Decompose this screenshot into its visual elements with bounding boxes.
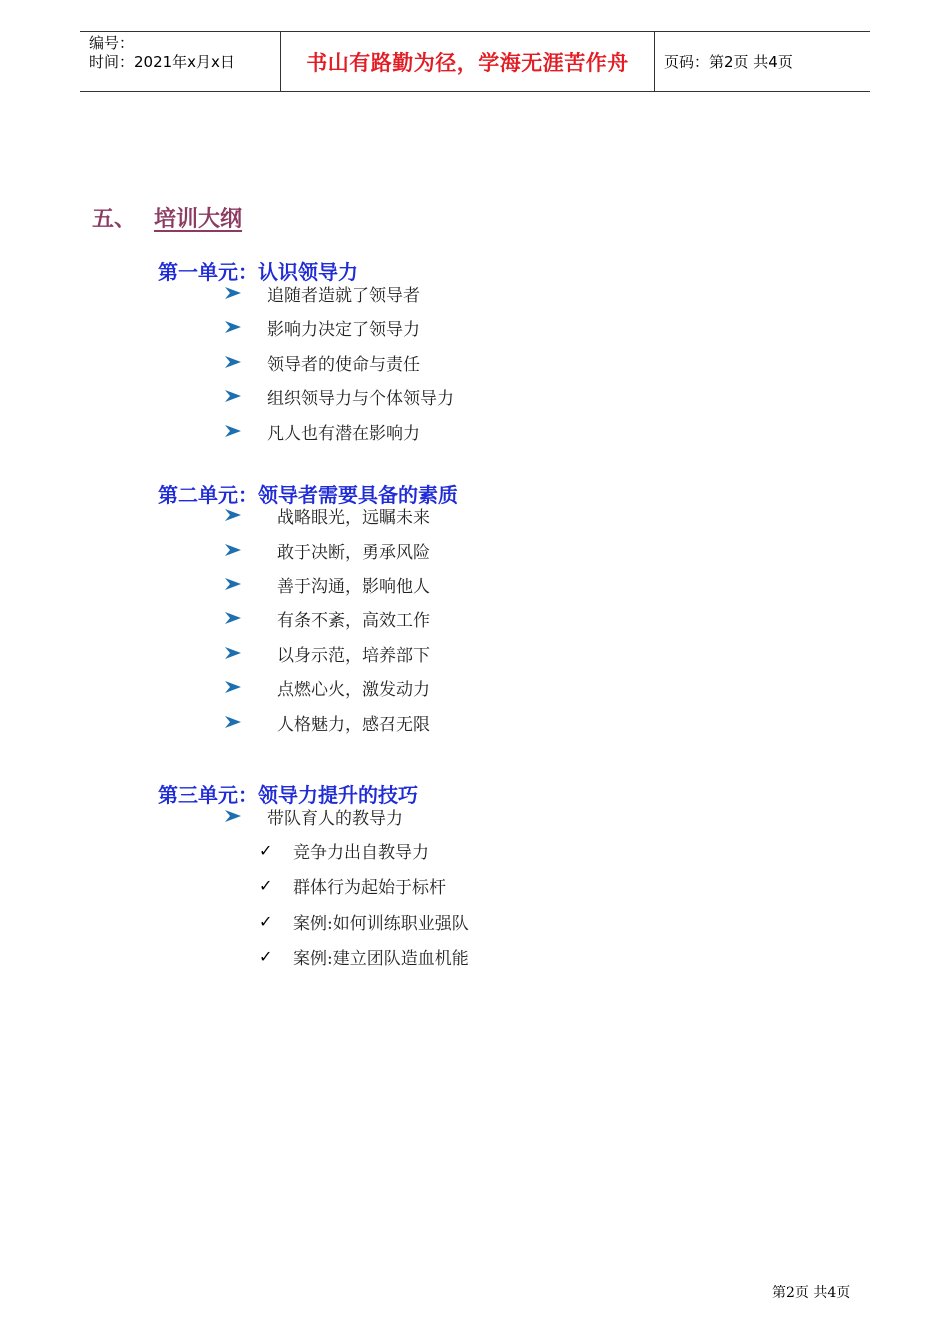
- list-item-label: 点燃心火，激发动力: [277, 679, 430, 700]
- list-item: [224, 572, 430, 596]
- unit-title: 第二单元：领导者需要具备的素质: [158, 483, 458, 507]
- list-item: [224, 315, 420, 339]
- sub-list-item-label: 案例:建立团队造血机能: [293, 948, 469, 969]
- checkmark-icon: ✓: [259, 840, 273, 860]
- sub-list-item-label: 竞争力出自教导力: [293, 842, 429, 863]
- header-number-label: 编号：: [89, 34, 135, 52]
- arrow-bullet-icon: [224, 355, 242, 369]
- arrow-bullet-icon: [224, 320, 242, 334]
- arrow-bullet-icon: [224, 715, 242, 729]
- list-item-label: 敢于决断，勇承风险: [277, 542, 430, 563]
- arrow-bullet-icon: [224, 809, 242, 823]
- list-item-label: 领导者的使命与责任: [267, 354, 420, 375]
- checkmark-icon: ✓: [259, 911, 273, 931]
- sub-list-item-label: 案例:如何训练职业强队: [293, 913, 469, 934]
- arrow-bullet-icon: [224, 543, 242, 557]
- list-item: [224, 538, 430, 562]
- list-item: [224, 675, 430, 699]
- checkmark-icon: ✓: [259, 875, 273, 895]
- list-item: [224, 606, 430, 630]
- list-item-label: 组织领导力与个体领导力: [267, 388, 454, 409]
- list-item-label: 以身示范，培养部下: [277, 645, 430, 666]
- header-page-label: 页码：第2页 共4页: [664, 53, 793, 71]
- sub-list-item-label: 群体行为起始于标杆: [293, 877, 446, 898]
- sub-list-item: [259, 873, 446, 897]
- arrow-bullet-icon: [224, 508, 242, 522]
- header-meta: [80, 32, 281, 91]
- page-header: [80, 31, 870, 92]
- list-item-label: 战略眼光，远瞩未来: [277, 507, 430, 528]
- list-item: [224, 503, 430, 527]
- header-time-label: 时间：2021年x月x日: [89, 53, 235, 71]
- unit-title: 第三单元：领导力提升的技巧: [158, 783, 418, 807]
- list-item-label: 影响力决定了领导力: [267, 319, 420, 340]
- list-item: [224, 281, 420, 305]
- arrow-bullet-icon: [224, 389, 242, 403]
- checkmark-icon: ✓: [259, 946, 273, 966]
- list-item: [224, 641, 430, 665]
- arrow-bullet-icon: [224, 286, 242, 300]
- arrow-bullet-icon: [224, 611, 242, 625]
- unit-title: 第一单元：认识领导力: [158, 260, 358, 284]
- list-item: [224, 350, 420, 374]
- list-item-label: 追随者造就了领导者: [267, 285, 420, 306]
- sub-list-item: [259, 909, 469, 933]
- header-motto: 书山有路勤为径，学海无涯苦作舟: [281, 32, 655, 91]
- sub-list-item: [259, 838, 429, 862]
- section-heading: [92, 202, 242, 233]
- list-item-label: 善于沟通，影响他人: [277, 576, 430, 597]
- list-item: [224, 384, 454, 408]
- sub-list-item: [259, 944, 469, 968]
- list-item: [224, 419, 420, 443]
- page-footer: 第2页 共4页: [772, 1285, 851, 1301]
- section-title: 培训大纲: [154, 207, 243, 232]
- list-item-label: 有条不紊，高效工作: [277, 610, 430, 631]
- arrow-bullet-icon: [224, 424, 242, 438]
- list-item: [224, 710, 430, 734]
- arrow-bullet-icon: [224, 680, 242, 694]
- arrow-bullet-icon: [224, 577, 242, 591]
- section-number: 五、: [92, 207, 137, 232]
- list-item: [224, 804, 403, 828]
- list-item-label: 人格魅力，感召无限: [277, 714, 430, 735]
- list-item-label: 带队育人的教导力: [267, 808, 403, 829]
- arrow-bullet-icon: [224, 646, 242, 660]
- list-item-label: 凡人也有潜在影响力: [267, 423, 420, 444]
